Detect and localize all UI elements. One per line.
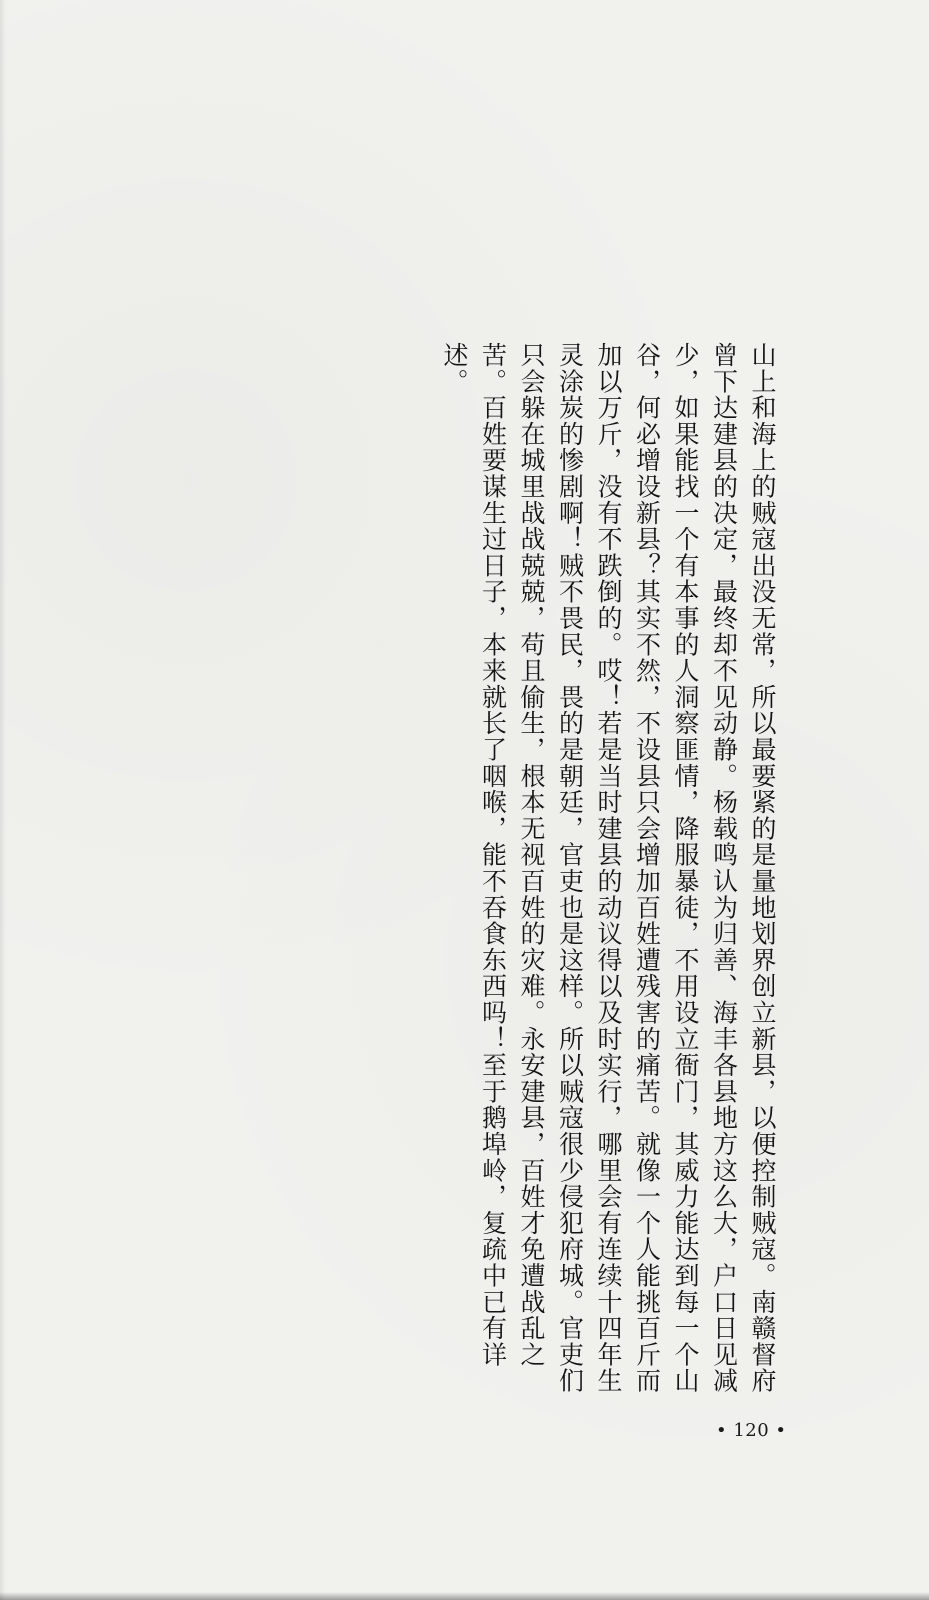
page-left-edge-shadow xyxy=(0,0,6,1600)
page-number: • 120 • xyxy=(716,1420,787,1441)
body-paragraph: 山上和海上的贼寇出没无常，所以最要紧的是量地划界创立新县，以便控制贼寇。南赣督府曾下达建县的决定，最终却不见动静。杨载鸣认为归善、海丰各县地方这么大，户口日见减少，如果能找一个有本事的人洞察匪情，降服暴徒，不用设立衙门，其威力能达到每一个山谷，何必增设新县？其实不然，不设县只会增加百姓遭残害的痛苦。就像一个人能挑百斤而加以万斤，没有不跌倒的。哎！若是当时建县的动议得以及时实行，哪里会有连续十四年生灵涂炭的惨剧啊！贼不畏民，畏的是朝廷，官吏也是这样。所以贼寇很少侵犯府城。官吏们只会躲在城里战战兢兢，苟且偷生，根本无视百姓的灾难。永安建县，百姓才免遭战乱之苦。百姓要谋生过日子，本来就长了咽喉，能不吞食东西吗！至于鹅埠岭，复疏中已有详述。 xyxy=(440,342,777,1394)
vertical-text-block xyxy=(435,342,782,1394)
page-bottom-edge-shadow xyxy=(0,1592,929,1600)
